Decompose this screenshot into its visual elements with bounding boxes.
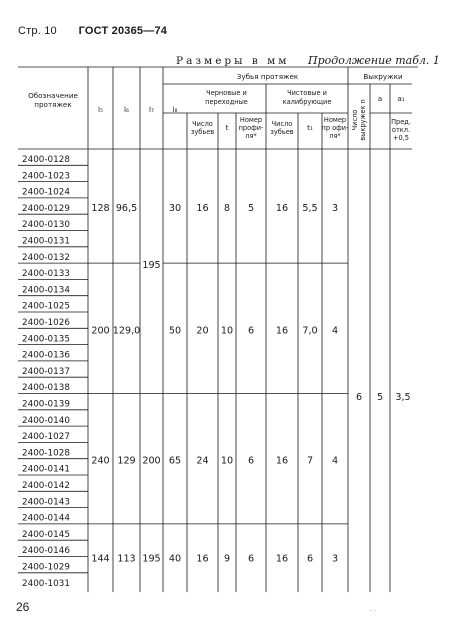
designation-cell: 2400-1029 <box>22 562 70 573</box>
designation-cell: 2400-0135 <box>22 334 70 345</box>
designation-cell: 2400-0144 <box>22 513 70 524</box>
header-designation: Обозначение <box>28 91 78 100</box>
header-rough-group: переходные <box>205 98 248 106</box>
value-l6: 96,5 <box>115 203 138 215</box>
header-finish-profile: Номер <box>323 116 347 124</box>
value-t: 8 <box>223 203 231 215</box>
value-finish-profile: 4 <box>331 325 339 337</box>
header-rough-profile: профи- <box>238 124 264 132</box>
designation-cell: 2400-0142 <box>22 481 70 491</box>
value-groove-a: 5 <box>376 392 384 404</box>
value-finish-profile: 3 <box>331 553 339 565</box>
value-finish-profile: 3 <box>331 203 339 215</box>
value-finish-profile: 4 <box>331 455 339 467</box>
designation-cell: 2400-0138 <box>22 383 70 394</box>
value-l8: 65 <box>168 455 182 467</box>
value-l5: 200 <box>91 325 110 337</box>
designation-cell: 2400-0143 <box>22 497 70 508</box>
value-l7: 195 <box>142 553 161 565</box>
value-rough-count: 24 <box>196 455 209 467</box>
value-finish-count: 16 <box>275 325 289 337</box>
header-groove-tolerance: +0,5 <box>392 134 410 142</box>
value-l5: 128 <box>91 203 110 215</box>
designation-cell: 2400-0132 <box>22 252 70 263</box>
header-finish-count: Число <box>271 120 293 128</box>
header-grooves-group: Выкружки <box>363 72 403 81</box>
header-grooves-count-line: Число <box>351 109 359 131</box>
value-rough-count: 16 <box>196 203 209 215</box>
header-rough-t: t <box>225 123 229 132</box>
designation-cell: 2400-0145 <box>22 529 70 540</box>
designation-cell: 2400-0134 <box>22 285 70 296</box>
value-l5: 144 <box>91 553 110 565</box>
value-finish-count: 16 <box>275 203 289 215</box>
header-groove-tolerance: Пред. <box>391 118 411 126</box>
designation-cell: 2400-1024 <box>22 187 70 198</box>
designation-cell: 2400-1025 <box>22 301 70 312</box>
designation-cell: 2400-0128 <box>22 155 70 165</box>
header-groove-tolerance: откл. <box>391 126 411 134</box>
header-finish-profile: ля* <box>329 132 341 140</box>
value-t1: 7,0 <box>302 325 318 337</box>
standard-code: ГОСТ 20365—74 <box>78 25 168 37</box>
header-grooves-count-line: выкружек n <box>359 99 367 141</box>
header-l8: l₈ <box>172 105 178 114</box>
page-label: Стр. 10 <box>18 25 57 37</box>
header-grooves-count <box>351 99 367 140</box>
value-l7: 200 <box>142 455 161 467</box>
value-l8: 30 <box>168 203 182 215</box>
value-t1: 7 <box>306 455 314 467</box>
value-t: 10 <box>220 325 234 337</box>
designation-cell: 2400-1023 <box>22 171 70 182</box>
value-rough-profile: 6 <box>247 553 255 565</box>
value-l8: 40 <box>168 553 182 565</box>
designation-cell: 2400-0146 <box>22 546 70 557</box>
page-number: 26 <box>16 600 30 614</box>
designation-cell: 2400-1028 <box>22 448 70 459</box>
header-finish-t1: t₁ <box>307 123 313 132</box>
header-l6: l₆ <box>124 105 129 114</box>
header-rough-count: зубьев <box>190 128 215 136</box>
header-finish-profile: пр офи- <box>321 124 349 132</box>
header-finish-group: Чистовые и <box>287 89 327 97</box>
value-rough-profile: 5 <box>247 203 255 215</box>
value-rough-profile: 6 <box>247 455 255 467</box>
header-finish-group: калибрующие <box>282 98 332 106</box>
header-rough-profile: Номер <box>239 116 263 124</box>
designation-cell: 2400-0131 <box>22 236 70 247</box>
value-grooves-n: 6 <box>355 392 363 404</box>
header-l7: l₇ <box>149 105 154 114</box>
header-l5: l₅ <box>98 105 103 114</box>
value-t1: 5,5 <box>302 203 318 215</box>
header-rough-profile: ля* <box>245 132 257 140</box>
value-rough-count: 20 <box>196 325 209 337</box>
value-t1: 6 <box>306 553 314 565</box>
value-l6: 129,0 <box>112 325 141 337</box>
value-finish-count: 16 <box>275 455 289 467</box>
header-groove-a1: a₁ <box>397 94 405 103</box>
value-t: 10 <box>220 455 234 467</box>
value-rough-profile: 6 <box>247 325 255 337</box>
header-groove-a: a <box>377 94 383 103</box>
designation-cell: 2400-0139 <box>22 399 70 410</box>
header-rough-group: Черновые и <box>206 89 247 97</box>
value-l6: 129 <box>117 455 136 467</box>
designation-cell: 2400-0136 <box>22 350 70 361</box>
units-label: Размеры в мм <box>176 55 290 67</box>
header-rough-count: Число <box>192 120 213 128</box>
designation-cell: 2400-0141 <box>22 464 70 475</box>
designation-cell: 2400-1027 <box>22 432 70 443</box>
value-l8: 50 <box>168 325 182 337</box>
designation-cell: 2400-0140 <box>22 415 70 426</box>
designation-cell: 2400-1031 <box>22 578 70 589</box>
value-t: 9 <box>223 553 231 565</box>
designation-cell: 2400-0130 <box>22 220 70 231</box>
header-designation: протяжек <box>34 100 72 109</box>
value-l6: 113 <box>117 553 136 565</box>
value-l5: 240 <box>91 455 110 467</box>
designation-cell: 2400-0129 <box>22 203 70 214</box>
value-groove-a1: 3,5 <box>395 392 411 404</box>
designation-cell: 2400-0133 <box>22 269 70 280</box>
designation-cell: 2400-0137 <box>22 366 70 377</box>
value-finish-count: 16 <box>275 553 289 565</box>
designation-cell: 2400-1026 <box>22 318 70 328</box>
continuation-label: Продолжение табл. 1 <box>308 54 440 67</box>
value-l7-merged: 195 <box>142 260 161 272</box>
value-rough-count: 16 <box>196 553 209 565</box>
scan-mark: · · <box>370 608 376 615</box>
header-teeth-group: Зубья протяжек <box>236 72 299 81</box>
header-finish-count: зубьев <box>270 128 294 136</box>
